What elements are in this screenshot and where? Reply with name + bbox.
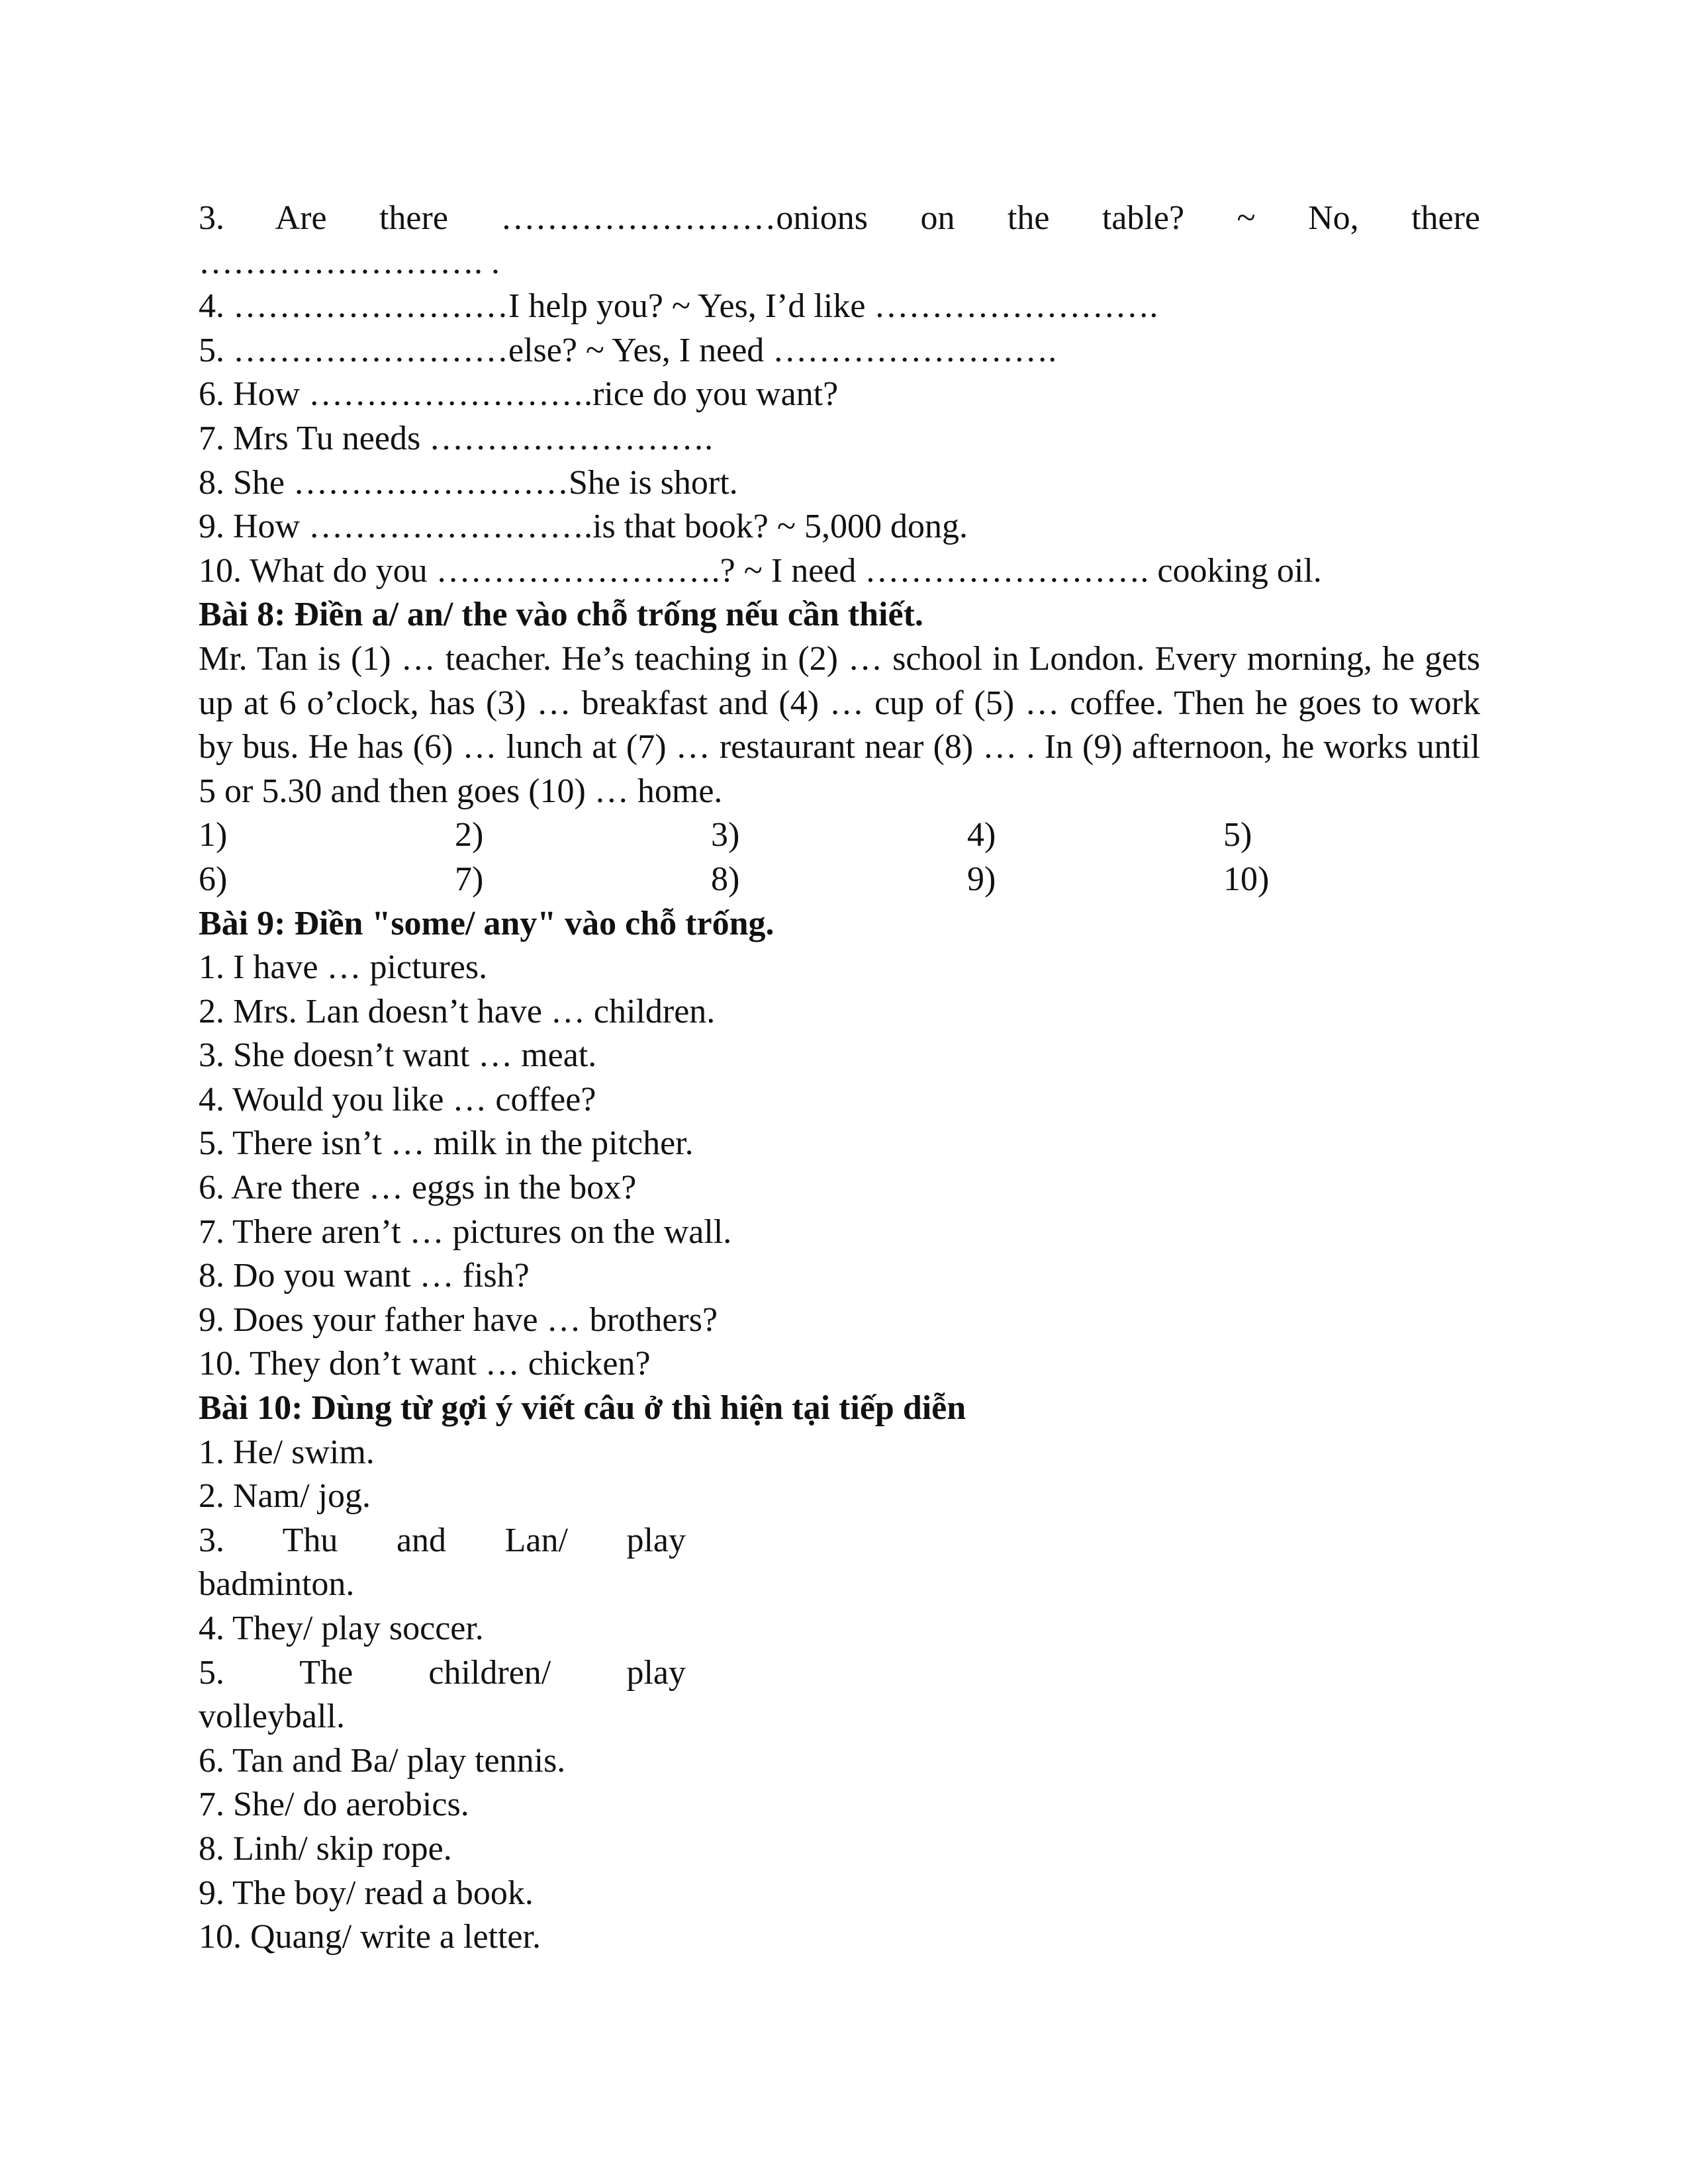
exercise-10-item-5 [199, 1651, 686, 1739]
exercise-7-item-7: 7. Mrs Tu needs ……………………. [199, 419, 714, 457]
answer-label: 9) [967, 860, 996, 898]
answer-label: 5) [1223, 816, 1252, 854]
exercise-10-item-5-line-2: volleyball. [199, 1698, 345, 1736]
exercise-7-item-4: 4. ……………………I help you? ~ Yes, I’d like ……………………. [199, 287, 1158, 326]
exercise-10-item-3-line-1: 3. Thu and Lan/ play [199, 1521, 686, 1559]
exercise-10-item-10: 10. Quang/ write a letter. [199, 1918, 541, 1956]
exercise-7-item-3: 3. Are there ……………………onions on the table? ~ No, there [199, 199, 1480, 237]
answer-label: 2) [455, 816, 484, 854]
exercise-8-paragraph: Mr. Tan is (1) … teacher. He’s teaching in (2) … school in London. Every morning, he gets up at 6 o’clock, has (3) … breakfast and (4) … cup of (5) … coffee. Then he goes to work by bus. He has (6) … lunch at (7) … restaurant near (8) … . In (9) afternoon, he works until 5 or 5.30 and then goes (10) … home. [199, 639, 1480, 810]
exercise-9-item: 9. Does your father have … brothers? [199, 1300, 718, 1339]
answer-label: 8) [711, 860, 740, 898]
exercise-9-item: 3. She doesn’t want … meat. [199, 1036, 597, 1075]
exercise-7-item-10: 10. What do you …………………….? ~ I need ……………………. cooking oil. [199, 551, 1322, 590]
answer-label: 3) [711, 816, 740, 854]
answer-label: 6) [199, 860, 228, 898]
exercise-9-item: 2. Mrs. Lan doesn’t have … children. [199, 992, 716, 1030]
exercise-9-item: 1. I have … pictures. [199, 948, 488, 987]
exercise-9-item: 6. Are there … eggs in the box? [199, 1169, 637, 1207]
exercise-10-item-4: 4. They/ play soccer. [199, 1610, 484, 1647]
exercise-10-item-6: 6. Tan and Ba/ play tennis. [199, 1741, 566, 1780]
exercise-10-item-1: 1. He/ swim. [199, 1433, 375, 1471]
exercise-9-item: 10. They don’t want … chicken? [199, 1345, 651, 1383]
exercise-10-item-9: 9. The boy/ read a book. [199, 1874, 534, 1912]
exercise-8-answer-row-1 [199, 813, 1480, 858]
exercise-7-item-9: 9. How …………………….is that book? ~ 5,000 dong. [199, 508, 968, 546]
exercise-10-item-3 [199, 1519, 686, 1607]
exercise-7-continued [199, 197, 1480, 593]
answer-label: 4) [967, 816, 996, 854]
answer-label: 10) [1223, 860, 1270, 898]
worksheet-page [199, 197, 1480, 1960]
exercise-7-item-3-continued: ……………………. . [199, 243, 500, 281]
exercise-10-item-3-line-2: badminton. [199, 1565, 355, 1604]
exercise-9 [199, 902, 1480, 1387]
exercise-9-item: 5. There isn’t … milk in the pitcher. [199, 1124, 694, 1163]
exercise-10-item-2: 2. Nam/ jog. [199, 1477, 371, 1516]
exercise-9-item: 7. There aren’t … pictures on the wall. [199, 1212, 732, 1251]
exercise-9-item: 8. Do you want … fish? [199, 1257, 530, 1295]
exercise-7-item-8: 8. She ……………………She is short. [199, 463, 738, 502]
exercise-8-answer-row-2 [199, 858, 1480, 902]
exercise-9-heading: Bài 9: Điền "some/ any" vào chỗ trống. [199, 904, 774, 942]
exercise-7-item-5: 5. ……………………else? ~ Yes, I need ……………………. [199, 331, 1057, 369]
answer-label: 7) [455, 860, 484, 898]
exercise-10-item-5-line-1: 5. The children/ play [199, 1653, 686, 1692]
exercise-10-heading: Bài 10: Dùng từ gợi ý viết câu ở thì hiện tại tiếp diễn [199, 1389, 966, 1428]
answer-label: 1) [199, 816, 228, 854]
exercise-9-item: 4. Would you like … coffee? [199, 1080, 596, 1118]
exercise-8-heading: Bài 8: Điền a/ an/ the vào chỗ trống nếu cần thiết. [199, 596, 923, 634]
exercise-10-item-8: 8. Linh/ skip rope. [199, 1829, 452, 1868]
exercise-10 [199, 1387, 1480, 1960]
exercise-10-item-7: 7. She/ do aerobics. [199, 1786, 469, 1824]
exercise-7-item-6: 6. How …………………….rice do you want? [199, 375, 839, 414]
exercise-8 [199, 593, 1480, 901]
